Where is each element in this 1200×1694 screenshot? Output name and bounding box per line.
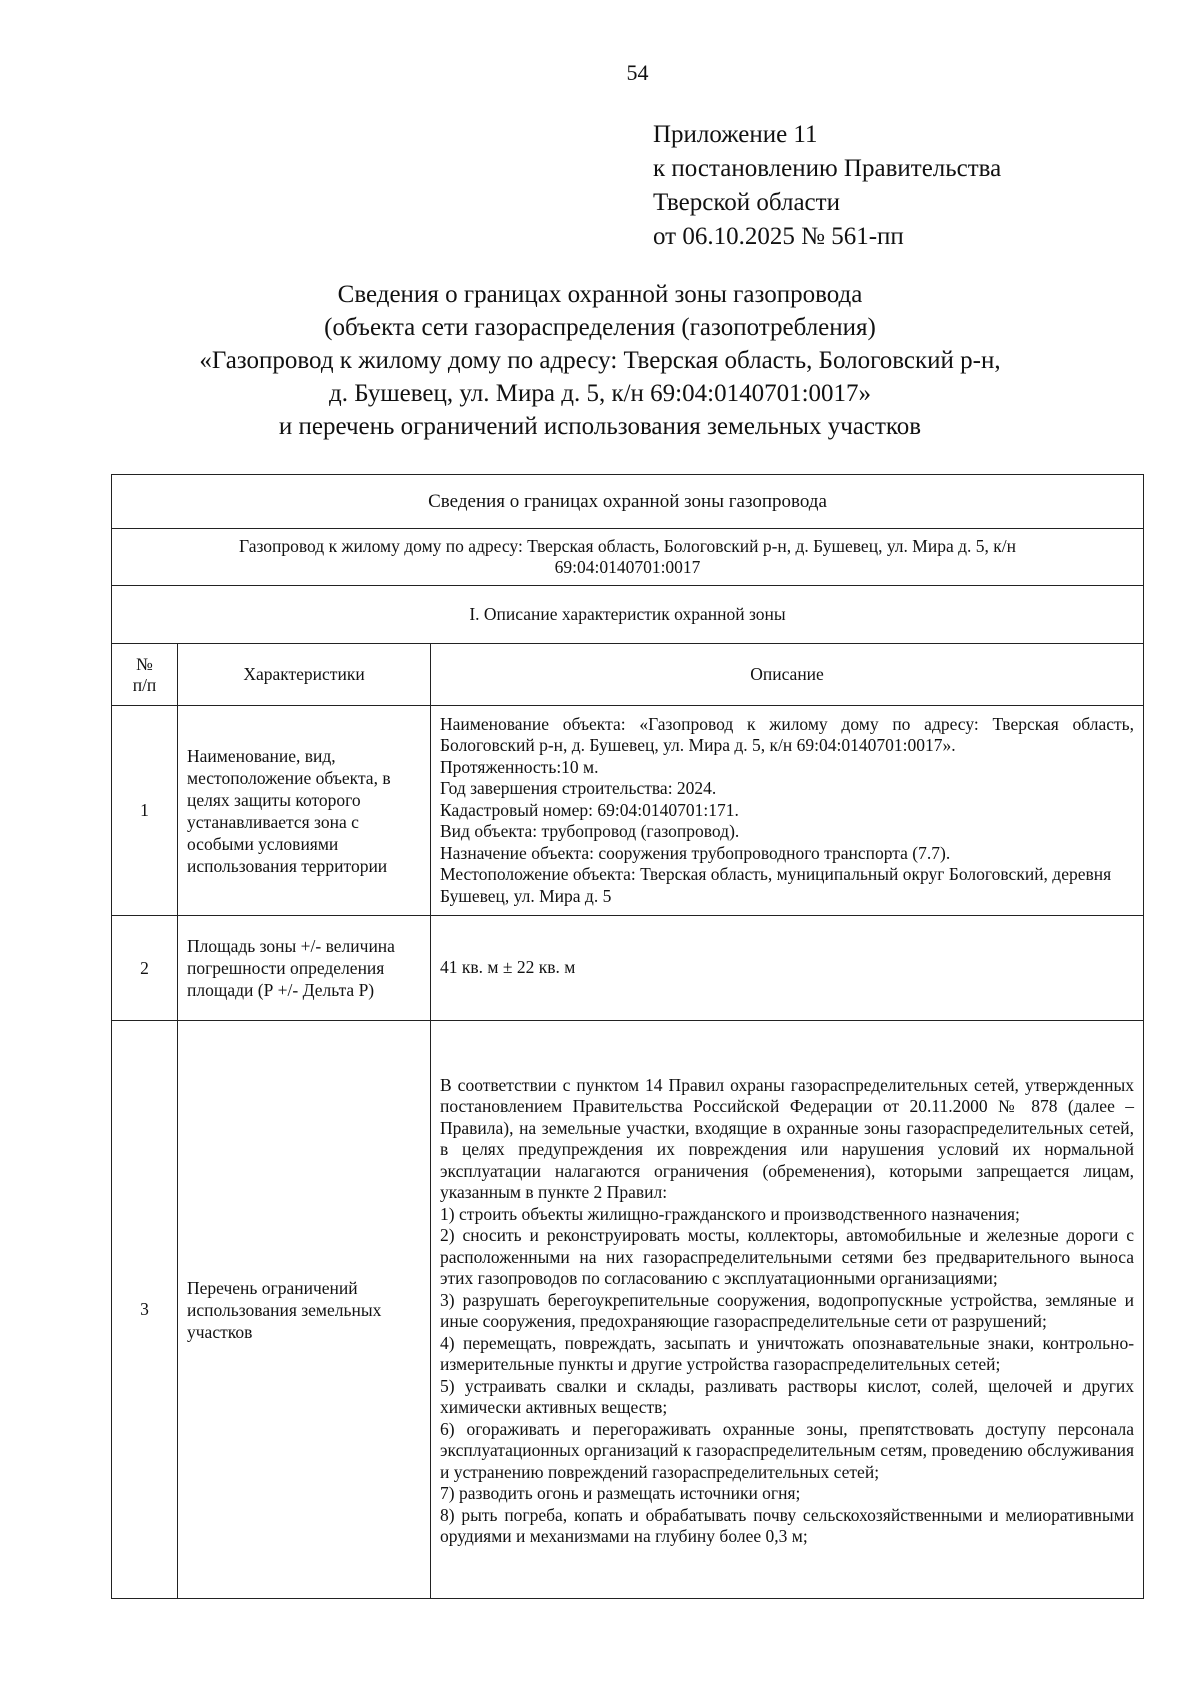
section-heading: I. Описание характеристик охранной зоны: [112, 586, 1144, 644]
appendix-block: [653, 118, 1001, 254]
description-paragraph: Наименование объекта: «Газопровод к жилому дому по адресу: Тверская область, Бологовский р-н, д. Бушевец, ул. Мира д. 5, к/н 69:04:0140701:0017».: [440, 713, 1135, 756]
page-number: 54: [626, 60, 649, 85]
row-characteristic: Перечень ограничений использования земельных участков: [178, 1021, 431, 1599]
description-paragraph: Кадастровый номер: 69:04:0140701:171.: [440, 799, 739, 820]
object-name-line: 69:04:0140701:0017: [554, 557, 701, 577]
description-paragraph: 3) разрушать берегоукрепительные сооружения, водопропускные устройства, земляные и иные сооружения, предохраняющие газораспределительные сети от разрушений;: [440, 1289, 1135, 1331]
description-paragraph: 6) огораживать и перегораживать охранные зоны, препятствовать доступу персонала эксплуатационных организаций к газораспределительным сетям, проведению обслуживания и устранению повреждений газораспределительных сетей;: [440, 1418, 1135, 1482]
title-line: Сведения о границах охранной зоны газопровода: [337, 281, 863, 308]
table-row: [112, 916, 1144, 1021]
description-paragraph: 2) сносить и реконструировать мосты, коллекторы, автомобильные и железные дороги с расположенными на них газораспределительными сетями без предварительного выноса этих газопроводов по согласованию с эксплуатационными организациями;: [440, 1225, 1135, 1288]
title-line: д. Бушевец, ул. Мира д. 5, к/н 69:04:0140701:0017»: [328, 380, 872, 407]
object-name-line: Газопровод к жилому дому по адресу: Тверская область, Бологовский р-н, д. Бушевец, ул. Мира д. 5, к/н: [239, 536, 1016, 556]
row-number: 2: [112, 916, 178, 1021]
description-paragraph: 7) разводить огонь и размещать источники огня;: [440, 1483, 801, 1503]
description-paragraph: Год завершения строительства: 2024.: [440, 778, 717, 799]
description-paragraph: 1) строить объекты жилищно-гражданского и производственного назначения;: [440, 1203, 1020, 1224]
title-line: и перечень ограничений использования земельных участков: [278, 413, 922, 440]
column-header-number: [112, 644, 178, 706]
description-paragraph: 8) рыть погреба, копать и обрабатывать почву сельскохозяйственными и мелиоративными орудиями и механизмами на глубину более 0,3 м;: [440, 1504, 1135, 1546]
description-paragraph: Вид объекта: трубопровод (газопровод).: [440, 821, 740, 842]
description-paragraph: Протяженность:10 м.: [440, 756, 599, 777]
table-row: [112, 706, 1144, 916]
row-number: 3: [112, 1021, 178, 1599]
zone-table: [111, 474, 1144, 1599]
description-paragraph: Назначение объекта: сооружения трубопроводного транспорта (7.7).: [440, 842, 951, 863]
description-paragraph: 4) перемещать, повреждать, засыпать и уничтожать опознавательные знаки, контрольно-измерительные пункты и другие устройства газораспределительных сетей;: [440, 1332, 1135, 1374]
table-row: [112, 1021, 1144, 1599]
table-heading: Сведения о границах охранной зоны газопровода: [112, 475, 1144, 529]
row-number: 1: [112, 706, 178, 916]
column-header-number-line: №: [136, 653, 153, 674]
title-line: (объекта сети газораспределения (газопотребления): [324, 314, 876, 341]
row-characteristic: Наименование, вид, местоположение объекта, в целях защиты которого устанавливается зона с особыми условиями использования территории: [178, 706, 431, 916]
appendix-line: к постановлению Правительства: [653, 155, 1002, 182]
document-title: [100, 278, 1100, 443]
title-line: «Газопровод к жилому дому по адресу: Тверская область, Бологовский р-н,: [199, 347, 1001, 374]
row-description: [431, 916, 1144, 1021]
description-paragraph: 41 кв. м ± 22 кв. м: [440, 957, 576, 978]
row-description: [431, 1021, 1144, 1599]
object-name-cell: [112, 529, 1144, 586]
description-paragraph: В соответствии с пунктом 14 Правил охраны газораспределительных сетей, утвержденных постановлением Правительства Российской Федерации от 20.11.2000 № 878 (далее – Правила), на земельные участки, входящие в охранные зоны газораспределительных сетей, в целях предупреждения их повреждения или нарушения условий их нормальной эксплуатации налагаются ограничения (обременения), которыми запрещается лицам, указанным в пункте 2 Правил:: [440, 1074, 1135, 1202]
column-header-characteristics: Характеристики: [178, 644, 431, 706]
appendix-line: Приложение 11: [653, 121, 818, 148]
column-header-description: Описание: [431, 644, 1144, 706]
description-paragraph: 5) устраивать свалки и склады, разливать растворы кислот, солей, щелочей и других химически активных веществ;: [440, 1375, 1135, 1417]
appendix-line: от 06.10.2025 № 561-пп: [653, 223, 904, 250]
appendix-line: Тверской области: [653, 189, 840, 216]
description-paragraph: Местоположение объекта: Тверская область, муниципальный округ Бологовский, деревня Бушевец, ул. Мира д. 5: [440, 864, 1112, 906]
row-description: [431, 706, 1144, 916]
column-header-number-line: п/п: [132, 674, 157, 695]
row-characteristic: Площадь зоны +/- величина погрешности определения площади (Р +/- Дельта Р): [178, 916, 431, 1021]
